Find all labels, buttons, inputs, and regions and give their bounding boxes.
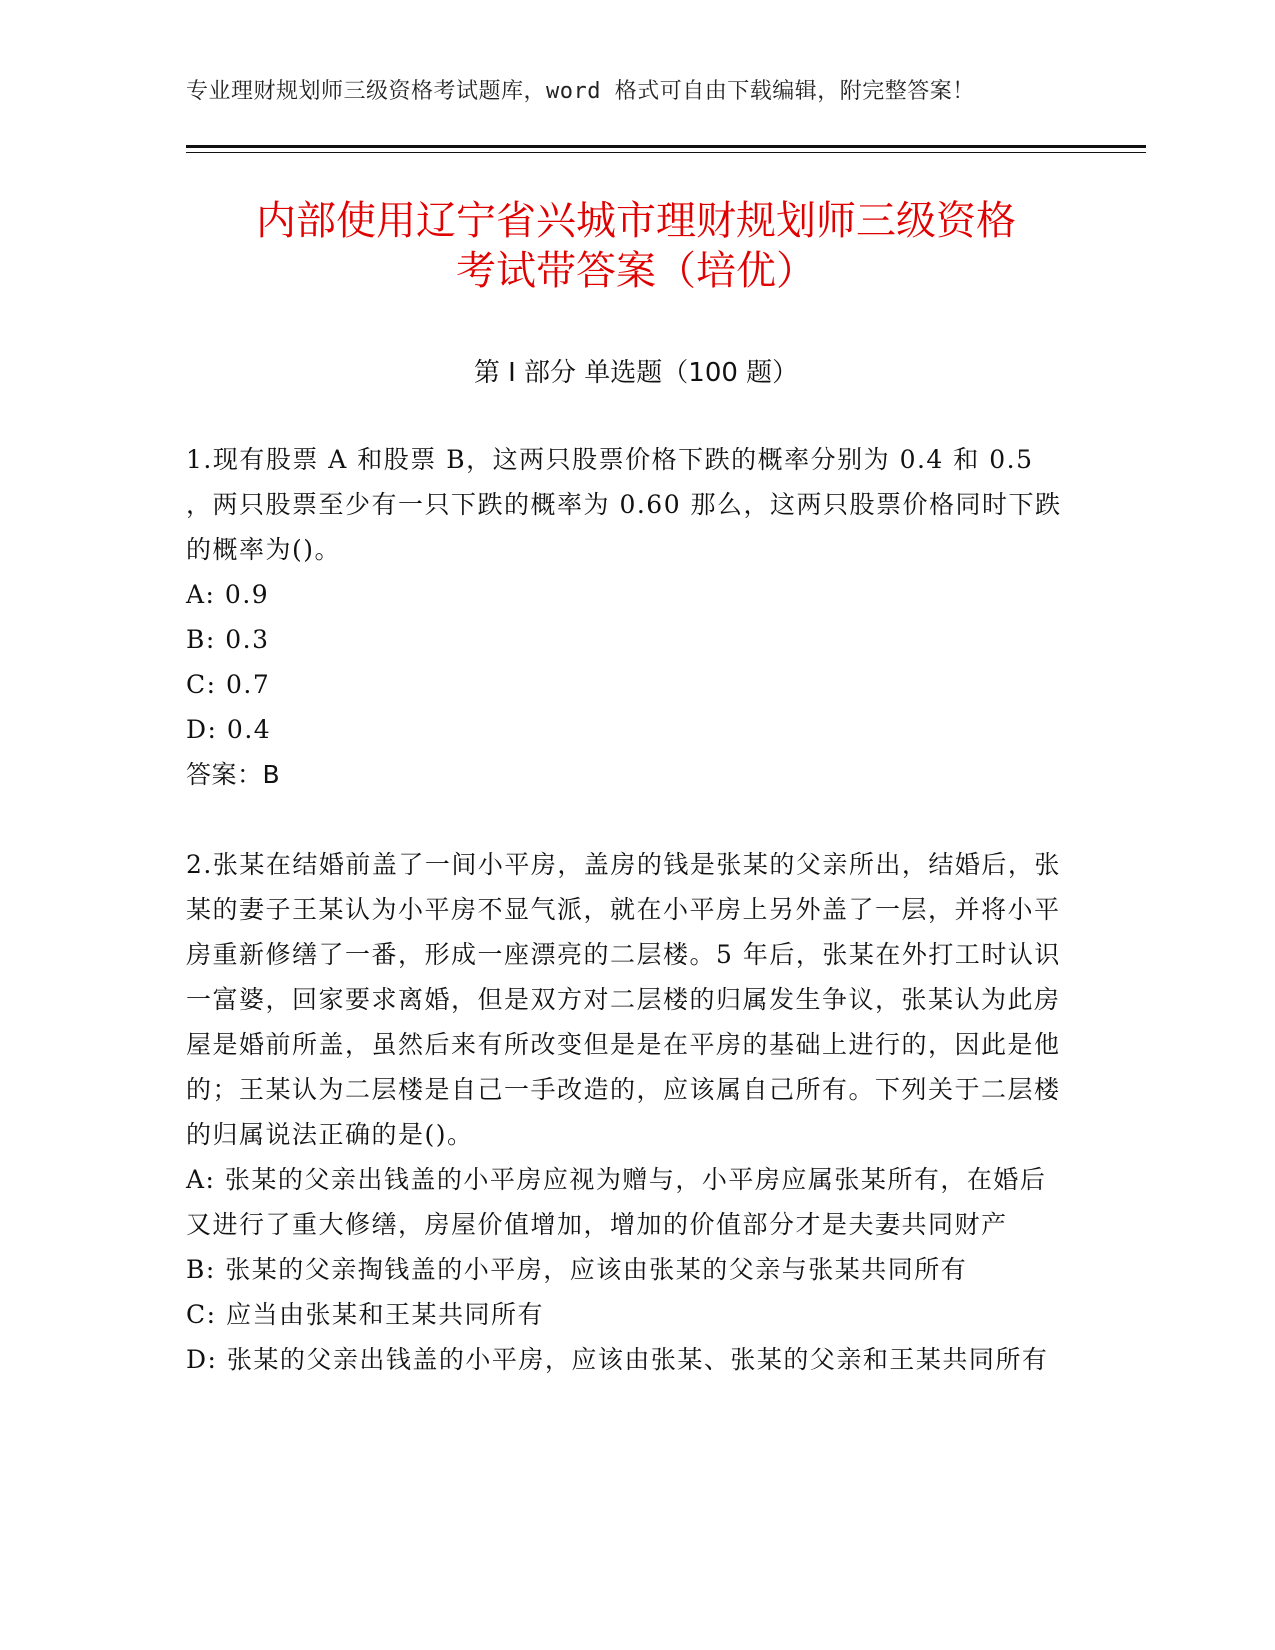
document-title-line2: 考试带答案（培优） (456, 248, 816, 294)
option-a: A: 0.9 (186, 580, 270, 609)
option-b: B: 张某的父亲掏钱盖的小平房，应该由张某的父亲与张某共同所有 (186, 1255, 968, 1284)
option-d: D: 0.4 (186, 715, 272, 744)
option-a: A: 张某的父亲出钱盖的小平房应视为赠与，小平房应属张某所有，在婚后又进行了重大修缮，房屋价值增加，增加的价值部分才是夫妻共同财产 (186, 1165, 1047, 1239)
document-title-line1: 内部使用辽宁省兴城市理财规划师三级资格 (256, 198, 1016, 244)
header-note: 专业理财规划师三级资格考试题库，word 格式可自由下载编辑，附完整答案！ (186, 79, 975, 104)
question-stem: 2.张某在结婚前盖了一间小平房，盖房的钱是张某的父亲所出，结婚后，张某的妻子王某认为小平房不显气派，就在小平房上另外盖了一层，并将小平房重新修缮了一番，形成一座漂亮的二层楼。5 年后，张某在外打工时认识一富婆，回家要求离婚，但是双方对二层楼的归属发生争议，张某认为此房屋是婚前所盖，虽然后来有所改变但是是在平房的基础上进行的，因此是他的；王某认为二层楼是自己一手改造的，应该属自己所有。下列关于二层楼的归属说法正确的是()。 (186, 850, 1061, 1149)
document-title (186, 196, 1086, 296)
header-rule-thin (186, 152, 1146, 153)
header-rule-thick (186, 145, 1146, 148)
question-1 (186, 437, 1066, 797)
option-b: B: 0.3 (186, 625, 270, 654)
section-title: 第 I 部分 单选题（100 题） (473, 358, 799, 388)
question-stem: 1.现有股票 A 和股票 B，这两只股票价格下跌的概率分别为 0.4 和 0.5 ，两只股票至少有一只下跌的概率为 0.60 那么，这两只股票价格同时下跌的概率为()。 (186, 445, 1062, 564)
option-c: C: 应当由张某和王某共同所有 (186, 1300, 544, 1329)
answer: 答案：B (186, 760, 281, 789)
option-d: D: 张某的父亲出钱盖的小平房，应该由张某、张某的父亲和王某共同所有 (186, 1345, 1049, 1374)
option-c: C: 0.7 (186, 670, 271, 699)
question-2 (186, 842, 1066, 1382)
